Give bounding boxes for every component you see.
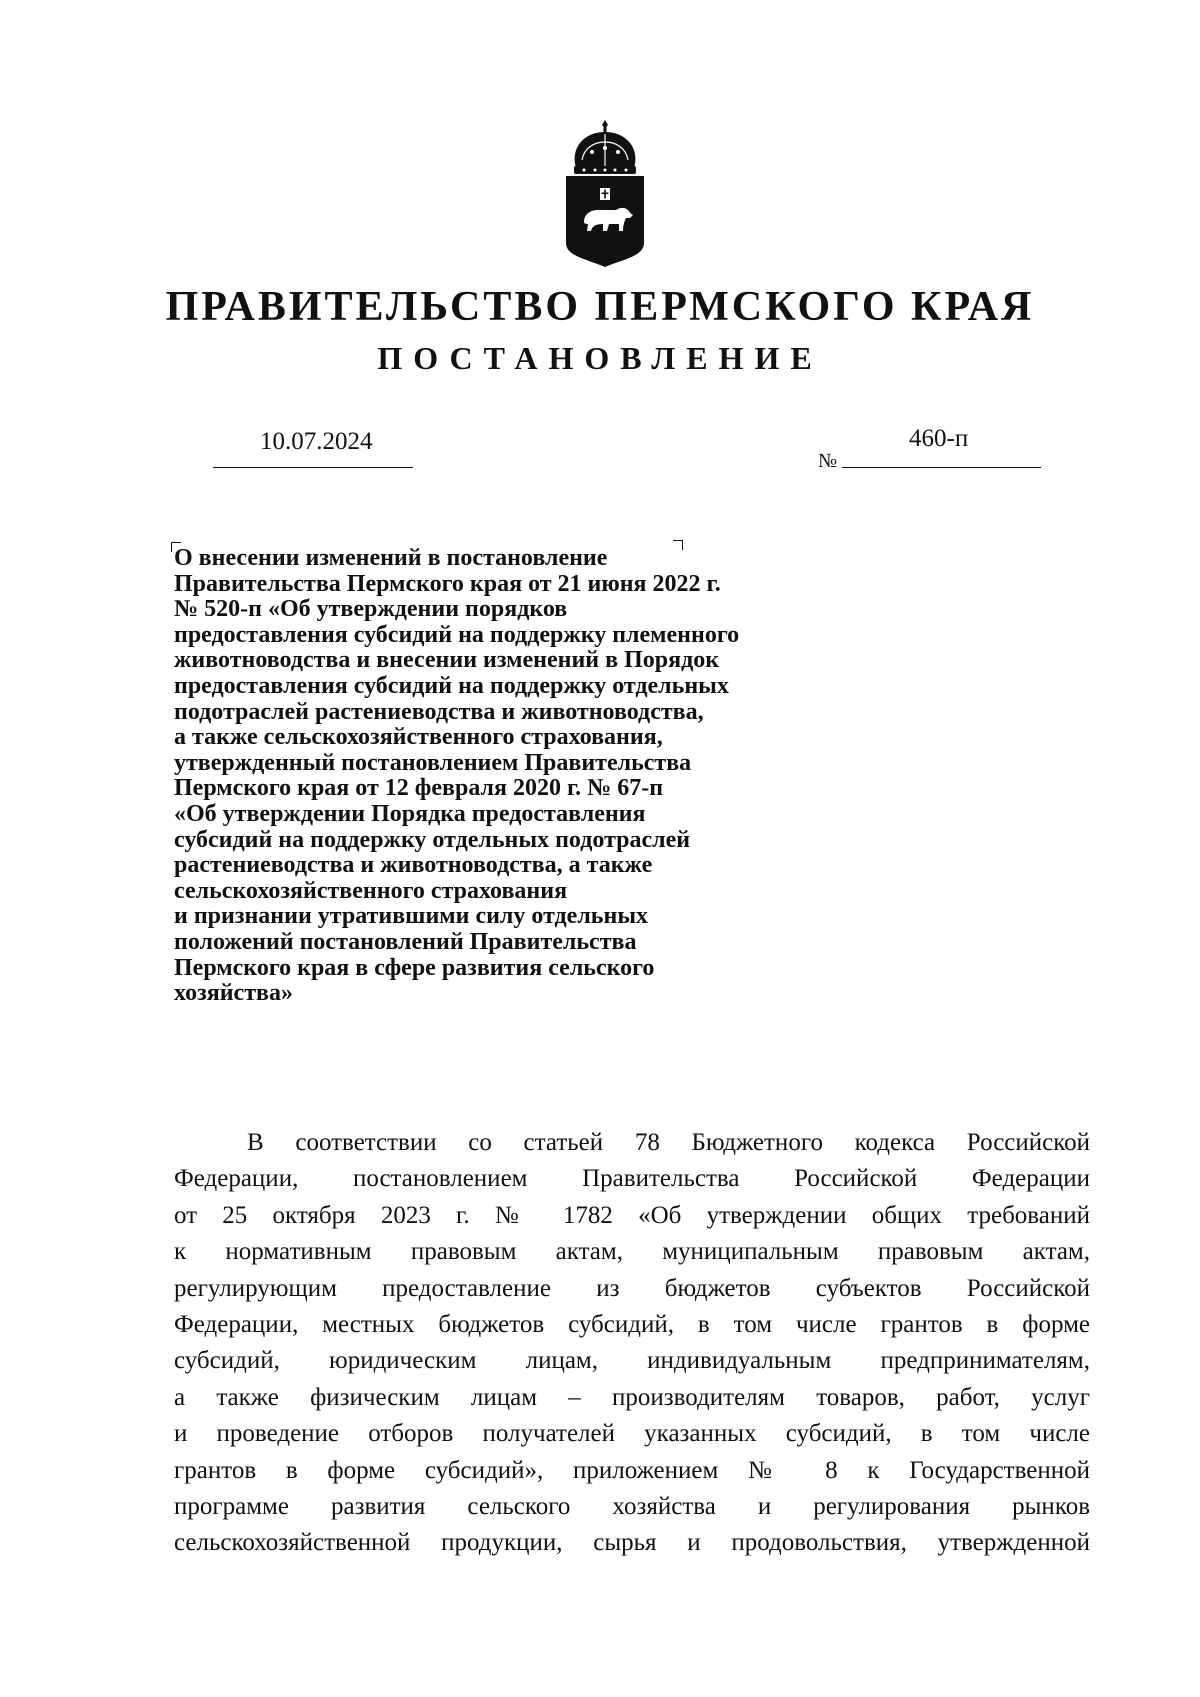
subject-line: утвержденный постановлением Правительства — [174, 749, 692, 776]
subject-line: предоставления субсидий на поддержку племенного — [174, 621, 740, 648]
subject-line: Пермского края от 12 февраля 2020 г. № 67-п — [174, 775, 664, 802]
date-underline — [213, 467, 413, 468]
subject-line: а также сельскохозяйственного страхования, — [174, 724, 663, 751]
subject-line: хозяйства» — [174, 980, 293, 1007]
body-line: Федерации, местных бюджетов субсидий, в том числе грантов в форме — [174, 1311, 1090, 1339]
subject-line: сельскохозяйственного страхования — [174, 877, 568, 904]
subject-line: животноводства и внесении изменений в Порядок — [174, 647, 720, 674]
body-line: Федерации, постановлением Правительства Российской Федерации — [174, 1165, 1090, 1193]
subject-line: Правительства Пермского края от 21 июня 2022 г. — [174, 570, 721, 597]
subject-line: «Об утверждении Порядка предоставления — [174, 800, 646, 827]
organization-title: ПРАВИТЕЛЬСТВО ПЕРМСКОГО КРАЯ — [165, 284, 1035, 330]
document-number: 460-п — [909, 425, 969, 452]
document-subject — [174, 546, 874, 1007]
subject-line: и признании утратившими силу отдельных — [174, 903, 649, 930]
body-line: программе развития сельского хозяйства и регулирования рынков — [174, 1493, 1090, 1521]
subject-line: № 520-п «Об утверждении порядков — [174, 596, 568, 623]
subject-line: субсидий на поддержку отдельных подотраслей — [174, 826, 691, 853]
subject-line: О внесении изменений в постановление — [174, 545, 608, 571]
body-line: субсидий, юридическим лицам, индивидуальным предпринимателям, — [174, 1347, 1090, 1375]
body-line: а также физическим лицам – производителям товаров, работ, услуг — [174, 1383, 1090, 1411]
document-date: 10.07.2024 — [260, 428, 373, 455]
body-line: сельскохозяйственной продукции, сырья и продовольствия, утвержденной — [174, 1529, 1090, 1557]
perm-krai-coat-of-arms-icon — [562, 118, 648, 268]
body-line: к нормативным правовым актам, муниципальным правовым актам, — [174, 1238, 1090, 1266]
body-line: от 25 октября 2023 г. № 1782 «Об утверждении общих требований — [174, 1201, 1090, 1229]
subject-line: предоставления субсидий на поддержку отдельных — [174, 672, 729, 699]
body-line: регулирующим предоставление из бюджетов субъектов Российской — [174, 1274, 1090, 1302]
document-type: ПОСТАНОВЛЕНИЕ — [377, 340, 823, 376]
body-line: грантов в форме субсидий», приложением № 8 к Государственной — [174, 1456, 1090, 1484]
number-underline — [842, 467, 1041, 468]
subject-line: растениеводства и животноводства, а также — [174, 852, 653, 879]
subject-line: положений постановлений Правительства — [174, 928, 637, 955]
body-line: и проведение отборов получателей указанных субсидий, в том числе — [174, 1420, 1090, 1448]
subject-line: подотраслей растениеводства и животноводства, — [174, 698, 704, 725]
document-body — [174, 1125, 1090, 1562]
body-line: В соответствии со статьей 78 Бюджетного кодекса Российской — [247, 1129, 1090, 1156]
number-sign: № — [818, 450, 838, 472]
subject-line: Пермского края в сфере развития сельского — [174, 954, 655, 981]
